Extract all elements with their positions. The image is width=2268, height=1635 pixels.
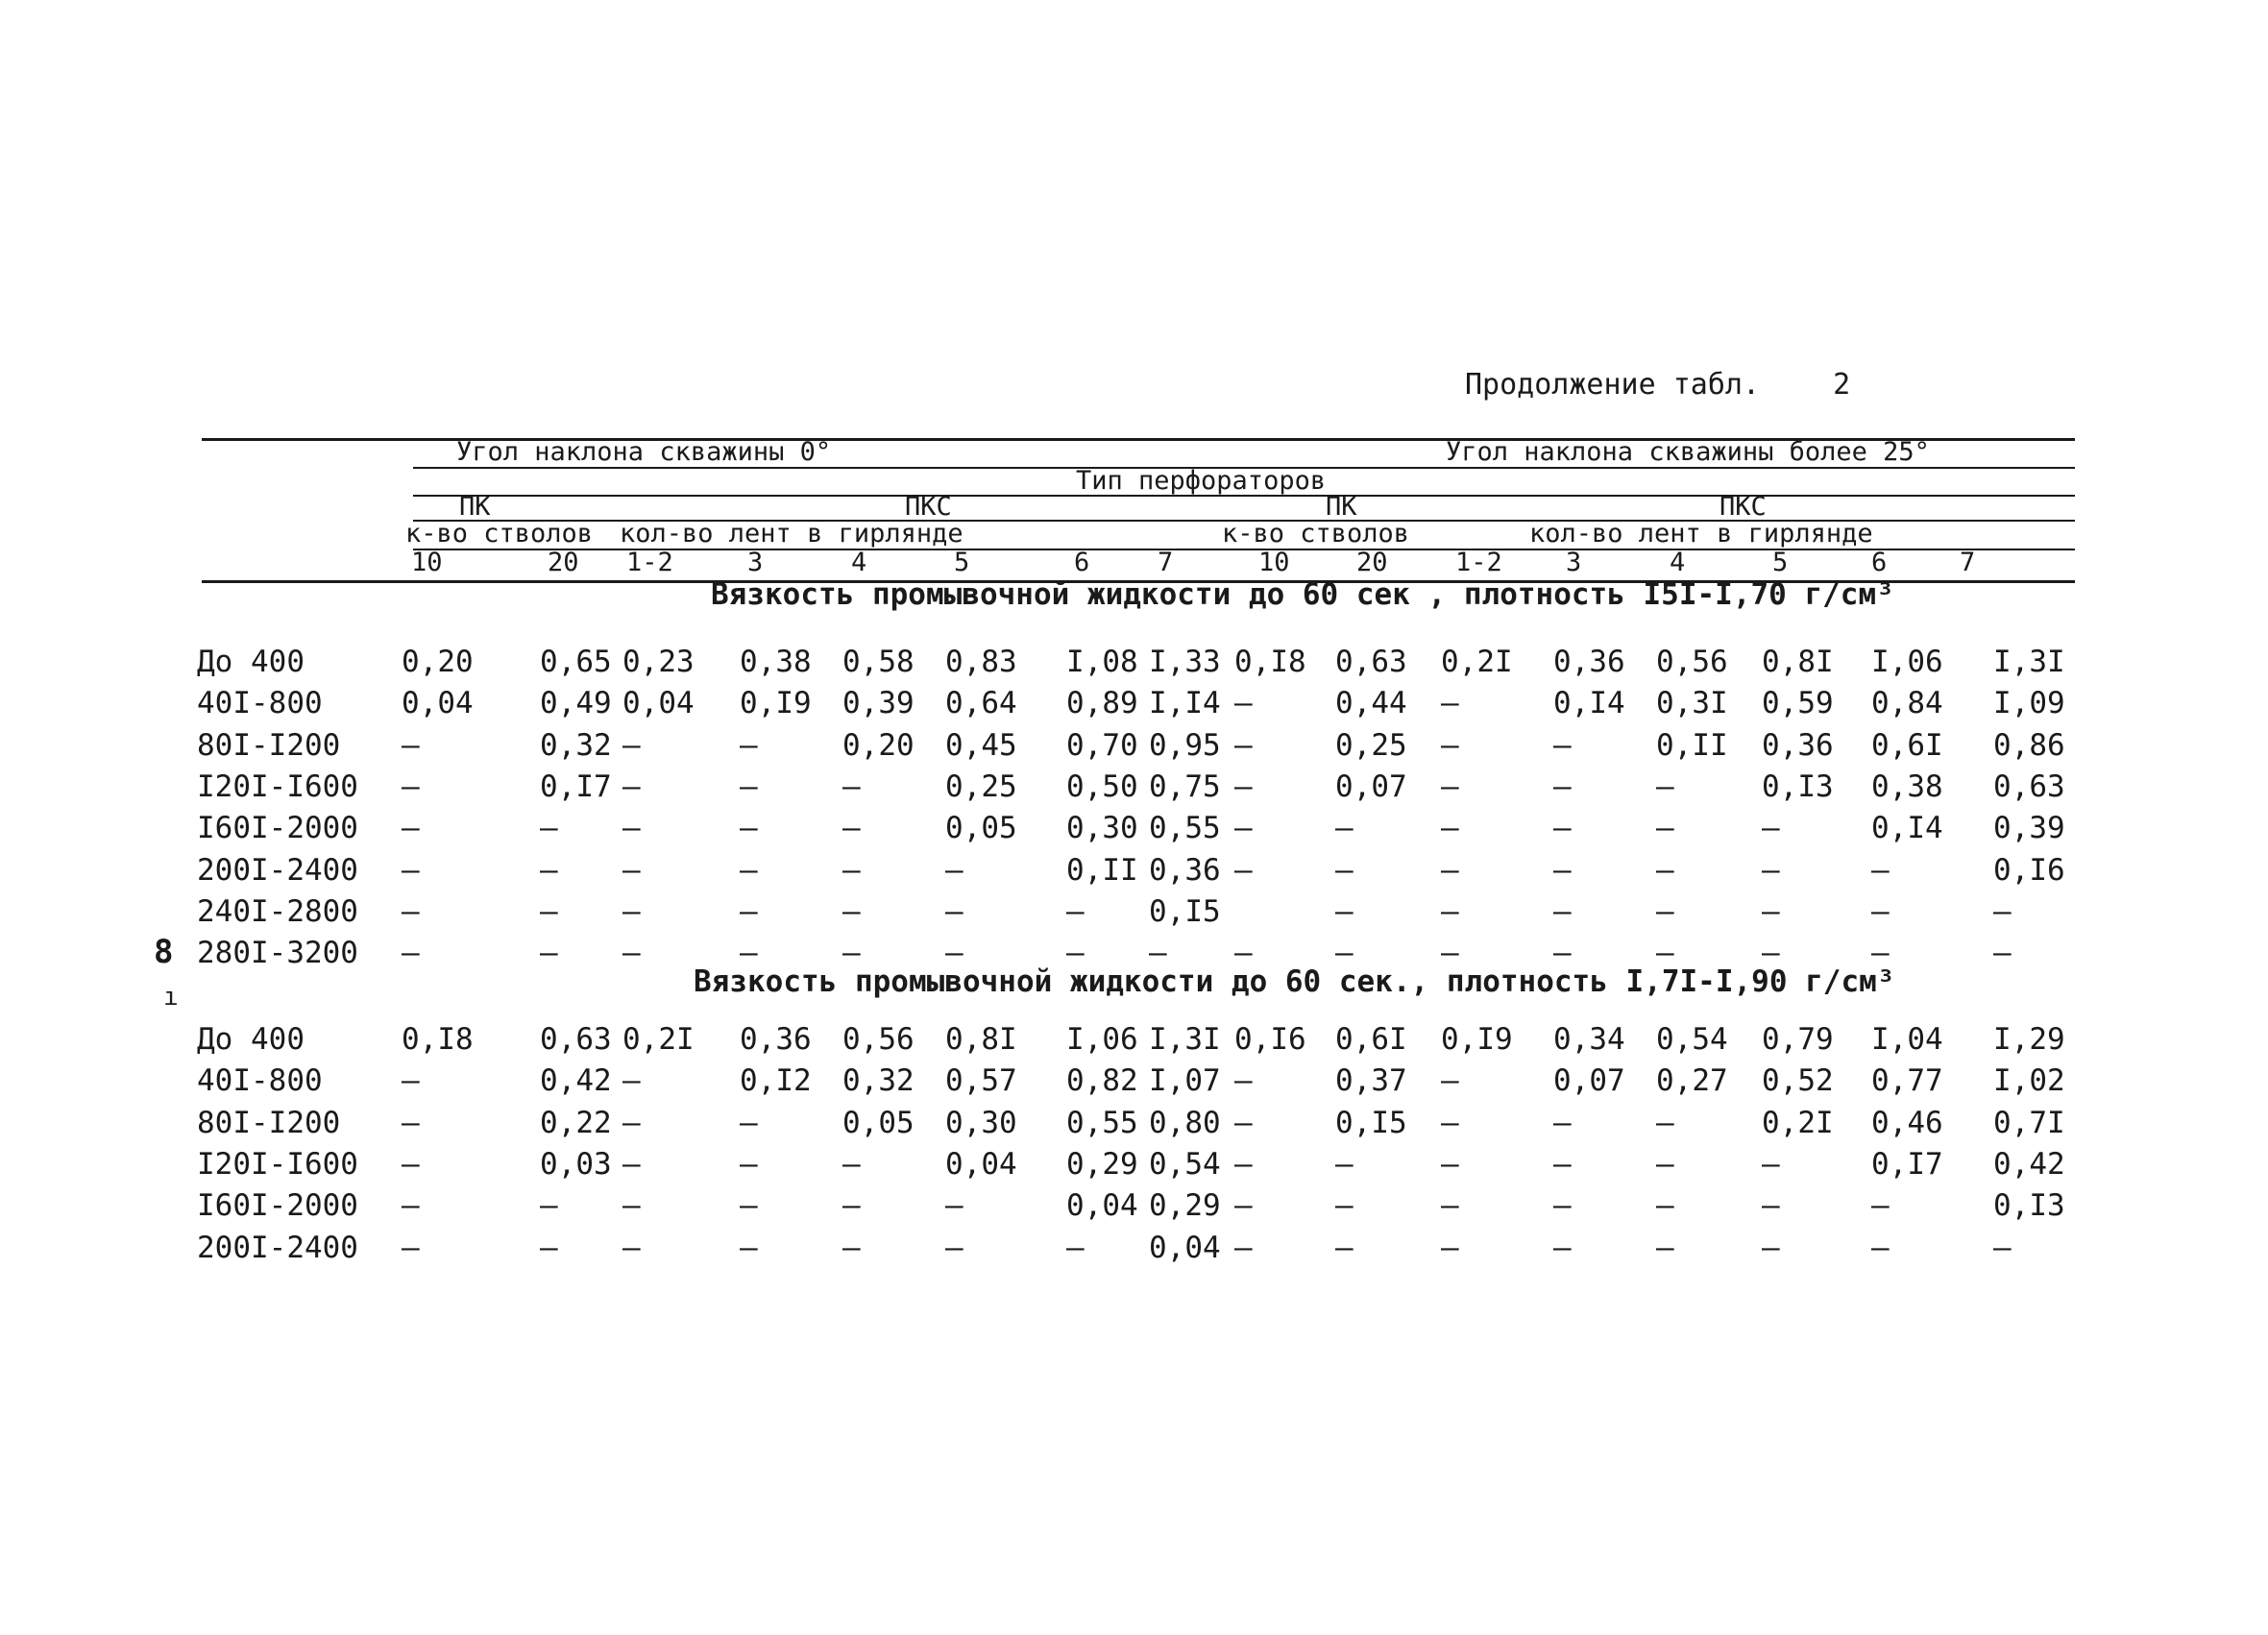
table-cell: 0,29 (1149, 1188, 1221, 1224)
table-cell: – (402, 852, 420, 888)
col-label: 4 (851, 548, 867, 577)
table-cell: – (842, 1230, 861, 1265)
table-cell: – (1553, 769, 1572, 804)
table-cell: – (1993, 893, 2012, 929)
table-cell: 0,I5 (1149, 893, 1221, 929)
table-cell: – (1066, 893, 1085, 929)
table-cell: – (540, 1188, 558, 1224)
angle-right-heading: Угол наклона скважины более 25° (1446, 437, 1930, 467)
table-cell: – (1234, 811, 1253, 846)
col-label: 6 (1074, 548, 1090, 577)
table-cell: – (740, 852, 758, 888)
table-cell: 0,80 (1149, 1105, 1221, 1140)
col-label: 20 (1356, 548, 1388, 577)
row-label: 80I-I200 (197, 1105, 341, 1140)
table-cell: – (540, 1230, 558, 1265)
table-cell: 0,39 (842, 686, 915, 721)
col-label: 10 (411, 548, 443, 577)
table-cell: – (622, 1063, 641, 1099)
table-cell: I,08 (1066, 645, 1138, 679)
table-cell: – (842, 769, 861, 804)
table-cell: 0,6I (1335, 1022, 1407, 1057)
table-cell: – (622, 1105, 641, 1140)
table-cell: 0,77 (1871, 1063, 1943, 1099)
table-cell: 0,65 (540, 645, 612, 679)
caption-number: 2 (1833, 368, 1851, 402)
table-cell: 0,36 (1553, 645, 1625, 679)
table-cell: – (1441, 936, 1459, 971)
table-cell: 0,8I (1762, 645, 1834, 679)
table-cell: 0,05 (842, 1105, 915, 1140)
table-cell: 0,I4 (1553, 686, 1625, 721)
table-cell: – (402, 893, 420, 929)
table-cell: I,02 (1993, 1063, 2065, 1099)
table-cell: 0,63 (540, 1022, 612, 1057)
table-cell: – (402, 1230, 420, 1265)
table-cell: – (945, 893, 963, 929)
table-cell: 0,46 (1871, 1105, 1943, 1140)
table-cell: 0,II (1066, 852, 1138, 888)
barrels-right-heading: к-во стволов (1222, 519, 1410, 549)
page-number-mark: 8 (154, 933, 174, 971)
table-cell: – (945, 936, 963, 971)
table-cell: 0,07 (1553, 1063, 1625, 1099)
table-cell: 0,59 (1762, 686, 1834, 721)
col-label: 7 (1158, 548, 1174, 577)
pks-right-heading: ПКС (1719, 492, 1767, 522)
table-cell: – (1762, 1188, 1780, 1224)
table-cell: 0,57 (945, 1063, 1017, 1099)
table-cell: 0,39 (1993, 811, 2065, 846)
table-cell: 0,25 (1335, 727, 1407, 763)
table-cell: 0,79 (1762, 1022, 1834, 1057)
table-cell: – (740, 1188, 758, 1224)
table-cell: 0,86 (1993, 727, 2065, 763)
table-cell: – (402, 1188, 420, 1224)
table-cell: – (1441, 1230, 1459, 1265)
pk-right-heading: ПК (1326, 492, 1357, 522)
col-label: 6 (1871, 548, 1888, 577)
table-cell: – (622, 811, 641, 846)
table-cell: 0,I7 (540, 769, 612, 804)
table-cell: – (740, 727, 758, 763)
col-label: 10 (1258, 548, 1290, 577)
table-cell: 0,32 (540, 727, 612, 763)
table-cell: – (1441, 811, 1459, 846)
col-label: 5 (1772, 548, 1789, 577)
side-tick-mark: ı (163, 983, 179, 1012)
table-cell: 0,I8 (402, 1022, 474, 1057)
table-cell: – (622, 1146, 641, 1182)
row-label: 40I-800 (197, 686, 323, 721)
table-cell: 0,44 (1335, 686, 1407, 721)
table-cell: 0,I5 (1335, 1105, 1407, 1140)
table-cell: – (1762, 893, 1780, 929)
table-cell: – (1335, 852, 1353, 888)
table-cell: 0,42 (1993, 1146, 2065, 1182)
table-cell: – (1993, 1230, 2012, 1265)
table-cell: 0,23 (622, 645, 695, 679)
table-cell: – (1441, 727, 1459, 763)
table-cell: – (402, 1105, 420, 1140)
table-cell: 0,34 (1553, 1022, 1625, 1057)
row-label: До 400 (197, 1022, 305, 1057)
row-label: 200I-2400 (197, 852, 358, 888)
table-cell: 0,38 (1871, 769, 1943, 804)
table-cell: – (1656, 893, 1674, 929)
table-cell: I,33 (1149, 645, 1221, 679)
table-cell: – (842, 1146, 861, 1182)
table-cell: I,09 (1993, 686, 2065, 721)
table-cell: 0,55 (1066, 1105, 1138, 1140)
table-cell: 0,75 (1149, 769, 1221, 804)
table-cell: – (1335, 936, 1353, 971)
table-cell: 0,36 (740, 1022, 812, 1057)
table-cell: – (1553, 1188, 1572, 1224)
table-cell: 0,2I (622, 1022, 695, 1057)
table-cell: 0,04 (945, 1146, 1017, 1182)
table-cell: – (945, 1230, 963, 1265)
table-cell: – (622, 727, 641, 763)
row-label: 40I-800 (197, 1063, 323, 1099)
table-cell: – (1149, 936, 1167, 971)
table-cell: 0,82 (1066, 1063, 1138, 1099)
table-cell: – (1441, 852, 1459, 888)
barrels-left-heading: к-во стволов (405, 519, 594, 549)
table-cell: – (740, 1105, 758, 1140)
table-cell: 0,70 (1066, 727, 1138, 763)
table-cell: – (402, 1146, 420, 1182)
table-cell: – (622, 1188, 641, 1224)
row-label: 200I-2400 (197, 1230, 358, 1265)
table-cell: – (1066, 1230, 1085, 1265)
col-label: 7 (1960, 548, 1976, 577)
table-cell: – (622, 852, 641, 888)
table-cell: – (1871, 936, 1890, 971)
table-cell: – (1335, 811, 1353, 846)
table-cell: – (1656, 1146, 1674, 1182)
table-cell: – (1441, 1063, 1459, 1099)
table-cell: – (1553, 893, 1572, 929)
table-cell: 0,54 (1656, 1022, 1728, 1057)
table-cell: – (1441, 893, 1459, 929)
table-cell: – (1553, 811, 1572, 846)
table-cell: 0,56 (1656, 645, 1728, 679)
table-cell: – (740, 769, 758, 804)
table-cell: 0,I9 (1441, 1022, 1513, 1057)
table-cell: I,3I (1993, 645, 2065, 679)
table-cell: I,04 (1871, 1022, 1943, 1057)
table-cell: – (1234, 686, 1253, 721)
angle-left-heading: Угол наклона скважины 0° (456, 437, 832, 467)
table-cell: – (1441, 1105, 1459, 1140)
table-cell: 0,30 (945, 1105, 1017, 1140)
table-cell: – (945, 1188, 963, 1224)
table-cell: – (740, 936, 758, 971)
table-cell: 0,36 (1149, 852, 1221, 888)
table-cell: – (402, 769, 420, 804)
table-cell: I,06 (1871, 645, 1943, 679)
table-cell: – (1656, 769, 1674, 804)
table-cell: – (402, 1063, 420, 1099)
table-cell: 0,I8 (1234, 645, 1306, 679)
table-cell: 0,30 (1066, 811, 1138, 846)
table-cell: – (540, 852, 558, 888)
row-label: I60I-2000 (197, 811, 358, 846)
row-label: I20I-I600 (197, 1146, 358, 1182)
table-cell: – (1553, 936, 1572, 971)
table-cell: – (842, 893, 861, 929)
table-cell: – (1234, 1063, 1253, 1099)
table-cell: I,I4 (1149, 686, 1221, 721)
table-cell: – (1871, 1188, 1890, 1224)
table-cell: 0,04 (1066, 1188, 1138, 1224)
table-cell: 0,I3 (1762, 769, 1834, 804)
table-cell: – (1234, 1146, 1253, 1182)
table-cell: – (402, 811, 420, 846)
table-cell: – (1762, 1146, 1780, 1182)
table-cell: – (622, 769, 641, 804)
table-cell: 0,7I (1993, 1105, 2065, 1140)
table-cell: 0,52 (1762, 1063, 1834, 1099)
table-cell: 0,95 (1149, 727, 1221, 763)
table-cell: – (540, 936, 558, 971)
table-cell: 0,32 (842, 1063, 915, 1099)
table-cell: 0,3I (1656, 686, 1728, 721)
table-cell: 0,22 (540, 1105, 612, 1140)
table-cell: – (1656, 852, 1674, 888)
table-cell: – (1335, 1188, 1353, 1224)
table-cell: 0,8I (945, 1022, 1017, 1057)
table-cell: 0,20 (842, 727, 915, 763)
table-cell: 0,56 (842, 1022, 915, 1057)
row-label: I60I-2000 (197, 1188, 358, 1224)
table-cell: 0,2I (1762, 1105, 1834, 1140)
table-cell: 0,I2 (740, 1063, 812, 1099)
table-cell: – (1553, 852, 1572, 888)
pks-left-heading: ПКС (905, 492, 952, 522)
table-cell: – (402, 936, 420, 971)
table-cell: – (1762, 852, 1780, 888)
table-cell: 0,63 (1335, 645, 1407, 679)
row-label: 240I-2800 (197, 893, 358, 929)
col-label: 3 (747, 548, 764, 577)
col-label: 1-2 (626, 548, 673, 577)
table-cell: – (1234, 769, 1253, 804)
table-cell: 0,04 (1149, 1230, 1221, 1265)
table-cell: – (1335, 1230, 1353, 1265)
row-label: До 400 (197, 645, 305, 679)
section-title: Вязкость промывочной жидкости до 60 сек , плотность I5I-I,70 г/см³ (711, 577, 1894, 612)
col-label: 20 (548, 548, 579, 577)
table-cell: 0,I4 (1871, 811, 1943, 846)
table-cell: 0,49 (540, 686, 612, 721)
table-cell: – (1234, 1188, 1253, 1224)
table-cell: 0,2I (1441, 645, 1513, 679)
table-cell: – (1066, 936, 1085, 971)
table-cell: – (842, 1188, 861, 1224)
section-title: Вязкость промывочной жидкости до 60 сек., плотность I,7I-I,90 г/см³ (694, 964, 1895, 999)
table-cell: 0,36 (1762, 727, 1834, 763)
table-cell: 0,89 (1066, 686, 1138, 721)
table-cell: – (842, 936, 861, 971)
table-cell: – (740, 1230, 758, 1265)
table-cell: – (540, 893, 558, 929)
table-cell: 0,50 (1066, 769, 1138, 804)
col-label: 4 (1670, 548, 1686, 577)
table-cell: 0,37 (1335, 1063, 1407, 1099)
table-cell: I,07 (1149, 1063, 1221, 1099)
table-cell: – (540, 811, 558, 846)
table-cell: – (1762, 936, 1780, 971)
table-cell: – (1234, 727, 1253, 763)
table-cell: 0,04 (622, 686, 695, 721)
table-cell: – (945, 852, 963, 888)
pk-left-heading: ПК (459, 492, 491, 522)
table-cell: – (1656, 936, 1674, 971)
table-cell: 0,27 (1656, 1063, 1728, 1099)
table-cell: 0,38 (740, 645, 812, 679)
table-cell: – (1441, 1146, 1459, 1182)
table-cell: – (1871, 1230, 1890, 1265)
col-label: 1-2 (1455, 548, 1502, 577)
table-caption (1465, 368, 1850, 403)
table-cell: – (1234, 852, 1253, 888)
table-cell: – (740, 811, 758, 846)
table-cell: – (622, 893, 641, 929)
table-cell: – (1234, 1230, 1253, 1265)
table-cell: 0,07 (1335, 769, 1407, 804)
col-label: 5 (954, 548, 970, 577)
table-cell: – (1441, 769, 1459, 804)
table-cell: 0,55 (1149, 811, 1221, 846)
table-cell: 0,6I (1871, 727, 1943, 763)
table-cell: – (1656, 1188, 1674, 1224)
table-cell: 0,64 (945, 686, 1017, 721)
table-cell: – (1553, 1146, 1572, 1182)
table-cell: 0,03 (540, 1146, 612, 1182)
table-cell: – (740, 1146, 758, 1182)
tapes-left-heading: кол-во лент в гирлянде (620, 519, 963, 549)
table-cell: – (1553, 1230, 1572, 1265)
table-cell: 0,04 (402, 686, 474, 721)
table-cell: 0,I3 (1993, 1188, 2065, 1224)
row-label: I20I-I600 (197, 769, 358, 804)
table-cell: 0,42 (540, 1063, 612, 1099)
table-cell: – (1871, 852, 1890, 888)
table-cell: 0,83 (945, 645, 1017, 679)
caption-label: Продолжение табл. (1465, 368, 1761, 402)
table-cell: – (1656, 1230, 1674, 1265)
table-cell: – (1656, 1105, 1674, 1140)
table-cell: – (402, 727, 420, 763)
table-cell: – (622, 936, 641, 971)
table-cell: – (1441, 1188, 1459, 1224)
table-cell: – (842, 811, 861, 846)
table-cell: 0,20 (402, 645, 474, 679)
perforator-type-heading: Тип перфораторов (1076, 466, 1327, 496)
row-label: 280I-3200 (197, 936, 358, 971)
table-cell: 0,84 (1871, 686, 1943, 721)
table-cell: 0,29 (1066, 1146, 1138, 1182)
table-cell: I,3I (1149, 1022, 1221, 1057)
tapes-right-heading: кол-во лент в гирлянде (1529, 519, 1873, 549)
table-cell: 0,58 (842, 645, 915, 679)
table-cell: – (1762, 1230, 1780, 1265)
table-cell: – (1234, 936, 1253, 971)
table-cell: 0,63 (1993, 769, 2065, 804)
table-cell: 0,I9 (740, 686, 812, 721)
table-cell: 0,05 (945, 811, 1017, 846)
table-cell: – (1553, 1105, 1572, 1140)
table-cell: 0,I6 (1234, 1022, 1306, 1057)
table-cell: – (1871, 893, 1890, 929)
table-cell: – (622, 1230, 641, 1265)
table-cell: – (1234, 1105, 1253, 1140)
table-cell: – (1335, 1146, 1353, 1182)
table-cell: – (1762, 811, 1780, 846)
table-cell: – (1656, 811, 1674, 846)
table-cell: 0,25 (945, 769, 1017, 804)
table-cell: I,29 (1993, 1022, 2065, 1057)
table-cell: 0,II (1656, 727, 1728, 763)
table-cell: – (1993, 936, 2012, 971)
table-cell: 0,I6 (1993, 852, 2065, 888)
table-cell: – (1553, 727, 1572, 763)
table-cell: – (1441, 686, 1459, 721)
table-cell: I,06 (1066, 1022, 1138, 1057)
table-cell: 0,I7 (1871, 1146, 1943, 1182)
table-cell: 0,54 (1149, 1146, 1221, 1182)
table-cell: – (1335, 893, 1353, 929)
row-label: 80I-I200 (197, 727, 341, 763)
table-cell: – (842, 852, 861, 888)
col-label: 3 (1566, 548, 1582, 577)
table-cell: 0,45 (945, 727, 1017, 763)
table-cell: – (740, 893, 758, 929)
